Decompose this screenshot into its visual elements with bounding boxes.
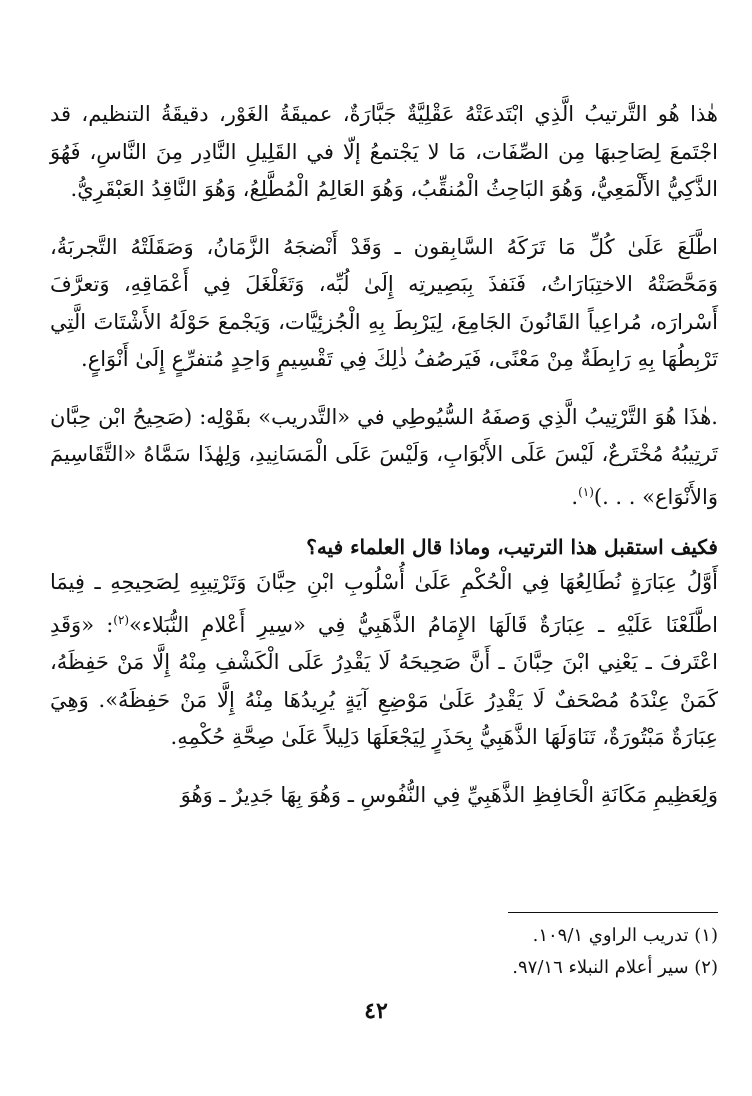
footnote-2: (٢) سير أعلام النبلاء ٩٧/١٦. (512, 957, 718, 978)
paragraph-1 (50, 96, 718, 209)
page-number: ٤٢ (364, 998, 388, 1024)
paragraph-3-text: .هٰذَا هُوَ التَّرْتِيبُ الَّذِي وَصفَهُ السُّيُوطِي في «التَّدريب» بقَوْلِه: (صَحِيحُ ابْن حِبَّان تَرتِيبُهُ مُخْتَرعٌ، لَيْسَ عَلَى الأَبْوَابِ، وَلَيْسَ عَلَى الْمَسَانِيدِ، وَلِهٰذَا سَمَّاهُ «التَّقَاسِيمَ وَالأَنْوَاع» . . .) (50, 404, 718, 509)
paragraph-4-tail: : «وَقَدِ اعْتَرفَ ـ يَعْنِي ابْنَ حِبَّانَ ـ أَنَّ صَحِيحَهُ لَا يَقْدِرُ عَلَى الْكَشْفِ مِنْهُ إِلَّا مَنْ حَفِظَهُ، كَمَنْ عِنْدَهُ مُصْحَفٌ لَا يَقْدِرُ عَلَىٰ مَوْضِعِ آيَةٍ يُرِيدُهَا مِنْهُ إِلَّا مَنْ حَفِظَهُ». وَهِيَ عِبَارَةٌ مَبْتُورَةٌ، تَنَاوَلَهَا الذَّهَبِيُّ بِحَذَرٍ لِيَجْعَلَهَا دَلِيلاً عَلَىٰ صِحَّةِ حُكْمِهِ. (50, 612, 718, 749)
page-body (50, 96, 718, 834)
footnote-1: (١) تدريب الراوي ١٠٩/١. (532, 925, 718, 946)
footnote-ref-1: (١) (578, 484, 594, 499)
section-heading: فكيف استقبل هذا الترتيب، وماذا قال العلماء فيه؟ (306, 535, 718, 559)
paragraph-5-text: وَلِعَظِيمِ مَكَانَةِ الْحَافِظِ الذَّهَبِيِّ فِي النُّفُوسِ ـ وَهُوَ بِهَا جَدِيرٌ ـ وَهُوَ (180, 782, 718, 807)
paragraph-3 (50, 399, 718, 517)
paragraph-4-text: أَوَّلُ عِبَارَةٍ نُطَالِعُهَا فِي الْحُكْمِ عَلَىٰ أُسْلُوبِ ابْنِ حِبَّانَ وَتَرْتِيبِهِ لِصَحِيحِهِ ـ فِيمَا اطَّلَعْنَا عَلَيْهِ ـ عِبَارَةٌ قَالَهَا الإِمَامُ الذَّهَبِيُّ فِي «سِيرِ أَعْلامِ النُّبَلاء» (50, 570, 718, 637)
paragraph-2 (50, 229, 718, 379)
paragraph-2-text: اطَّلَعَ عَلَىٰ كُلِّ مَا تَرَكَهُ السَّابِقون ـ وَقَدْ أَنْضجَهُ الزَّمَانُ، وَصَقَلَتْهُ التَّجربَةُ، وَمَحَّصَتْهُ الاختِبَارَاتُ، فَنَفذَ بِبَصِيرتِه إِلَىٰ لُبِّه، وَتَغَلْغَلَ فِي أَعْمَاقِهِ، وَتعرَّفَ أَسْرارَه، مُراعِياً القَانُونَ الجَامِعَ، لِيَرْبِطَ بِهِ الْجُزئِيَّات، وَيَجْمعَ حَوْلَهُ الأَشْتَاتَ الَّتِي تَرْبِطُهَا بِهِ رَابِطَةٌ مِنْ مَعْنًى، فَيَرصُفُ ذٰلِكَ فِي تَقْسِيمٍ وَاحِدٍ مُتفرِّعٍ إِلَىٰ أَنْوَاعٍ. (50, 234, 718, 371)
paragraph-5 (50, 777, 718, 815)
paragraph-3-tail: . (571, 484, 579, 509)
paragraph-1-text: هٰذا هُو التَّرتيبُ الَّذِي ابْتَدعَتْهُ عَقْلِيَّةٌ جَبَّارَةٌ، عميقَةُ الغَوْر، دقيقَةُ التنظيم، قد اجْتَمعَ لِصَاحِبهَا مِن الصِّفَات، مَا لا يَجْتمعُ إلّا في القَلِيلِ النَّادِر مِنَ النَّاسِ، فَهُوَ الذَّكِيُّ الأَلْمَعِيُّ، وَهُوَ البَاحِثُ الْمُنقِّبُ، وَهُوَ العَالِمُ الْمُطَّلِعُ، وَهُوَ النَّاقِدُ العَبْقَرِيُّ. (50, 102, 718, 201)
footnote-divider (508, 912, 718, 913)
footnotes (58, 920, 718, 984)
paragraph-4 (50, 564, 718, 757)
footnote-ref-2: (٢) (113, 612, 130, 627)
